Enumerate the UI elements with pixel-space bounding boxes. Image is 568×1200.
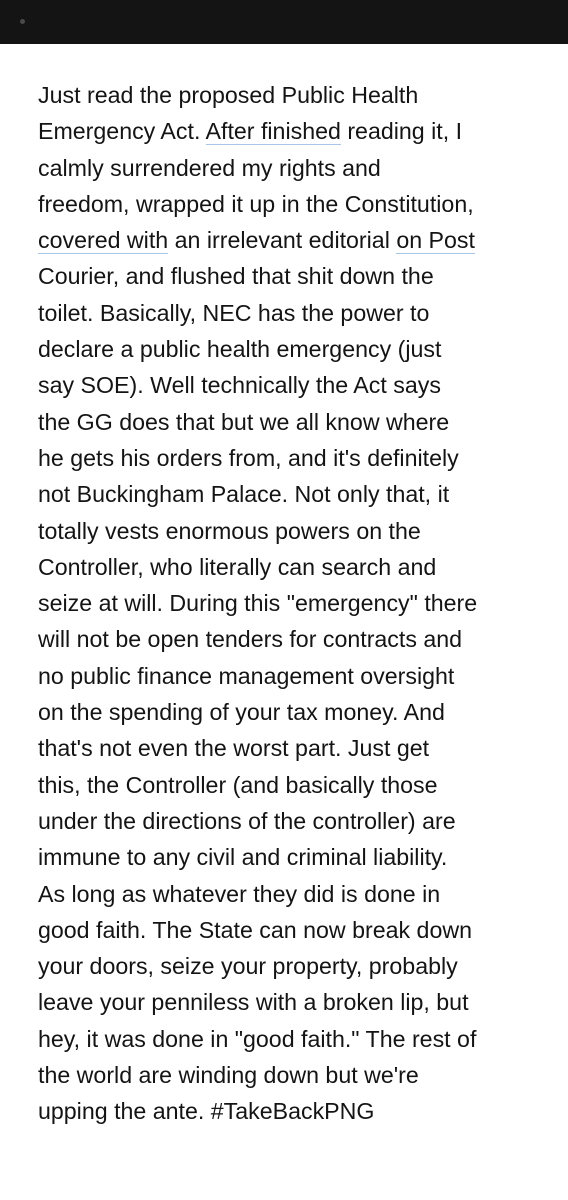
note-line: Just read the proposed Public Health [38,82,419,108]
note-line: good faith. The State can now break down [38,916,472,943]
note-line: the GG does that but we all know where [38,408,450,435]
note-line: totally vests enormous powers on the [38,517,421,544]
note-line [38,222,548,258]
note-line: under the directions of the controller) are [38,807,456,834]
note-line: that's not even the worst part. Just get [38,735,430,762]
note-text: reading it, I [340,118,463,145]
note-line [38,113,548,149]
note-line: your doors, seize your property, probably [38,953,458,980]
note-line: no public finance management oversight [38,662,455,689]
note-line: the world are winding down but we're [38,1062,419,1089]
note-text: an irrelevant editorial [168,227,397,254]
note-line: freedom, wrapped it up in the Constitution, [38,190,474,217]
note-line: hey, it was done in "good faith." The rest of [38,1025,477,1052]
note-line: this, the Controller (and basically those [38,771,438,798]
after-finished-link[interactable]: After finished [205,118,341,145]
note-line: upping the ante. #TakeBackPNG [38,1098,375,1125]
note-line: immune to any civil and criminal liability. [38,844,448,871]
status-bar [0,0,568,44]
note-line: Courier, and flushed that shit down the [38,263,434,290]
note-body [38,77,548,1130]
note-line: leave your penniless with a broken lip, but [38,989,469,1016]
covered-with-link[interactable]: covered with [38,227,169,254]
note-line: calmly surrendered my rights and [38,154,381,181]
note-line: As long as whatever they did is done in [38,880,441,907]
on-post-link[interactable]: on Post [396,227,475,254]
note-line: seize at will. During this "emergency" there [38,590,478,617]
status-dot-icon [20,19,25,24]
note-line: toilet. Basically, NEC has the power to [38,299,430,326]
note-line: not Buckingham Palace. Not only that, it [38,481,450,508]
note-line: on the spending of your tax money. And [38,699,445,726]
note-line: declare a public health emergency (just [38,336,442,363]
note-line: will not be open tenders for contracts and [38,626,463,653]
note-text: Emergency Act. [38,118,206,145]
note-line: Controller, who literally can search and [38,553,437,580]
note-line: he gets his orders from, and it's definitely [38,444,459,471]
note-line: say SOE). Well technically the Act says [38,372,441,399]
